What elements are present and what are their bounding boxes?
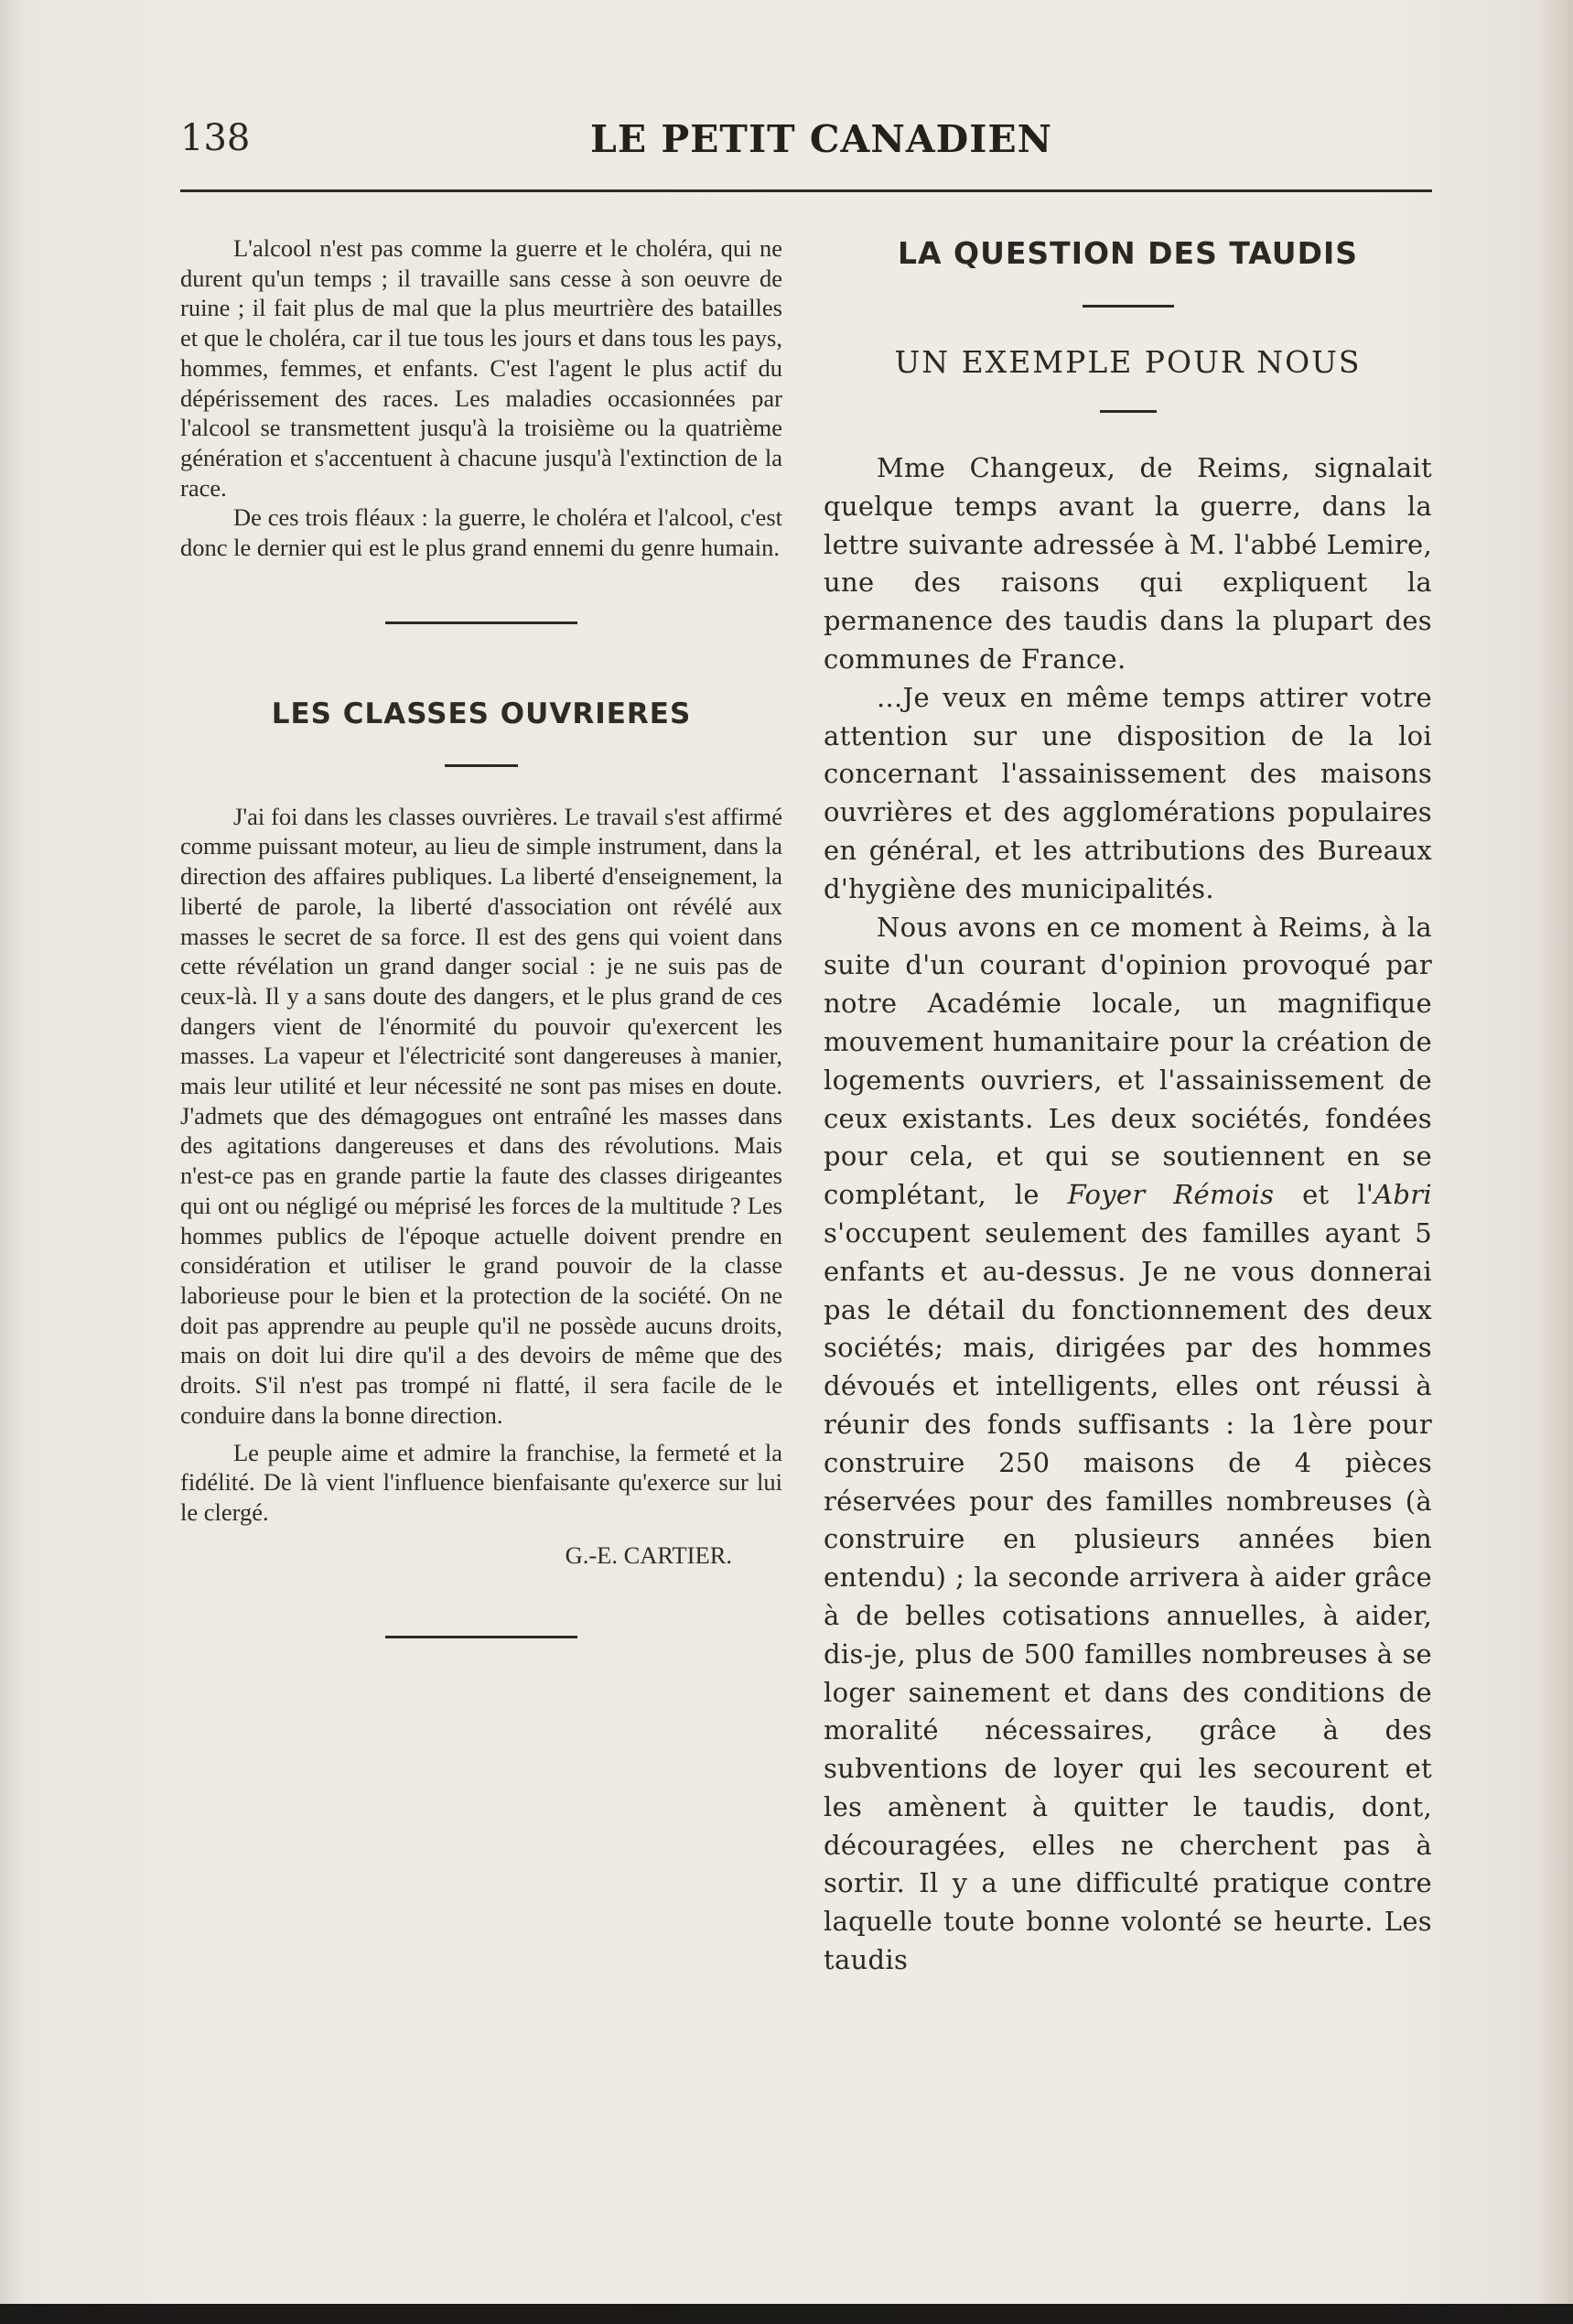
- subtitle: UN EXEMPLE POUR NOUS: [894, 344, 1362, 380]
- paragraph-text: Nous avons en ce moment à Reims, à la suite d'un courant d'opinion provoqué par notre Académie locale, un magnifique mouvement humanitaire pour la création de logements ouvriers, et l'assainissement de ceux existants. Les deux sociétés, fondées pour cela, et qui se soutiennent en se complétant, le: [824, 911, 1432, 1211]
- right-column: [824, 233, 1432, 1980]
- section-title-taudis: LA QUESTION DES TAUDIS: [897, 235, 1359, 271]
- intro-paragraph-2: De ces trois fléaux : la guerre, le choléra et l'alcool, c'est donc le dernier qui est le plus grand ennemi du genre humain.: [180, 503, 782, 562]
- body-paragraph-1: Mme Changeux, de Reims, signalait quelque temps avant la guerre, dans la lettre suivante adressée à M. l'abbé Lemire, une des raisons qui expliquent la permanence des taudis dans la plupart des communes de France.: [824, 452, 1432, 675]
- page-number: 138: [180, 117, 251, 159]
- paragraph-text: et l': [1274, 1179, 1374, 1211]
- separator-rule: [385, 622, 577, 624]
- body-paragraph-2: Le peuple aime et admire la franchise, la fermeté et la fidélité. De là vient l'influence bienfaisante qu'exerce sur lui le clergé.: [180, 1438, 782, 1526]
- page-header: [180, 117, 1434, 172]
- signature: G.-E. CARTIER.: [565, 1540, 732, 1569]
- intro-paragraph-1: L'alcool n'est pas comme la guerre et le choléra, qui ne durent qu'un temps ; il travaille sans cesse à son oeuvre de ruine ; il fait plus de mal que la plus meurtrière des batailles et que le choléra, car il tue tous les jours et dans tous les pays, hommes, femmes, et enfants. C'est l'agent le plus actif du dépérissement des races. Les maladies occasionnées par l'alcool se transmettent jusqu'à la troisième ou la quatrième génération et s'accentuent à chacune jusqu'à l'extinction de la race.: [180, 234, 782, 502]
- body-paragraph-2: ...Je veux en même temps attirer votre attention sur une disposition de la loi concernant l'assainissement des maisons ouvrières et des agglomérations populaires en général, et les attributions des Bureaux d'hygiène des municipalités.: [824, 681, 1432, 904]
- section-title-classes-ouvrieres: LES CLASSES OUVRIERES: [271, 697, 692, 730]
- subtitle-underline: [1100, 410, 1157, 413]
- body-paragraph-3: [824, 909, 1432, 1980]
- foyer-remois: Foyer Rémois: [1067, 1179, 1275, 1211]
- title-underline: [445, 764, 518, 767]
- header-rule: [180, 189, 1432, 192]
- paragraph-text: s'occupent seulement des familles ayant 5 enfants et au-dessus. Je ne vous donnerai pas le détail du fonctionnement des deux sociétés; mais, dirigées par des hommes dévoués et intelligents, elles ont réussi à réunir des fonds suffisants : la 1ère pour construire 250 maisons de 4 pièces réservées pour des familles nombreuses (à construire en plusieurs années bien entendu) ; la seconde arrivera à aider grâce à de belles cotisations annuelles, à aider, dis-je, plus de 500 familles nombreuses à se loger sainement et dans des conditions de moralité nécessaires, grâce à des subventions de loyer qui les secourent et les amènent à quitter le taudis, dont, découragées, elles ne cherchent pas à sortir. Il y a une difficulté pratique contre laquelle toute bonne volonté se heurte. Les taudis: [824, 1216, 1432, 1976]
- body-paragraph-1: J'ai foi dans les classes ouvrières. Le travail s'est affirmé comme puissant moteur, au lieu de simple instrument, dans la direction des affaires publiques. La liberté d'enseignement, la liberté de parole, la liberté d'association ont révélé aux masses le secret de sa force. Il est des gens qui voient dans cette révélation un grand danger social : je ne suis pas de ceux-là. Il y a sans doute des dangers, et le plus grand de ces dangers vient de l'énormité du pouvoir qu'exercent les masses. La vapeur et l'électricité sont dangereuses à manier, mais leur utilité et leur nécessité ne sont pas mises en doute. J'admets que des démagogues ont entraîné les masses dans des agitations dangereuses et dans des révolutions. Mais n'est-ce pas en grande partie la faute des classes dirigeantes qui ont ou négligé ou méprisé les forces de la multitude ? Les hommes publics de l'époque actuelle doivent prendre en considération et utiliser le grand pouvoir de la classe laborieuse pour le bien et la protection de la société. On ne doit pas apprendre au peuple qu'il ne possède aucuns droits, mais on doit lui dire qu'il a des devoirs de même que des droits. S'il n'est pas trompé ni flatté, il sera facile de le conduire dans la bonne direction.: [180, 802, 782, 1429]
- scan-edge: [0, 2304, 1573, 2324]
- title-underline: [1083, 305, 1174, 308]
- journal-title: LE PETIT CANADIEN: [590, 117, 1053, 161]
- left-column: [180, 233, 782, 1638]
- end-rule: [385, 1636, 577, 1638]
- abri: Abri: [1374, 1179, 1432, 1211]
